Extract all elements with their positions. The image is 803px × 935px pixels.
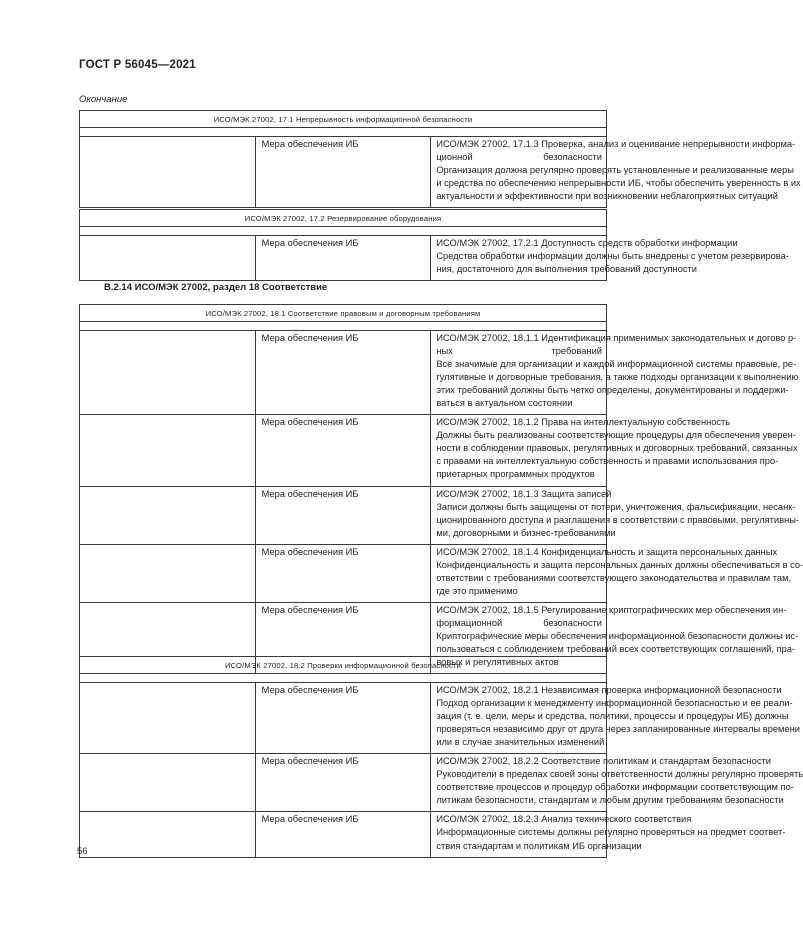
row-label: Мера обеспечения ИБ bbox=[255, 602, 431, 673]
content-line: ИСО/МЭК 27002, 18.1.2 Права на интеллектуальную собственность bbox=[436, 417, 731, 428]
content-line: ИСО/МЭК 27002, 18.2.2 Соответствие политикам и стандартам безопасности bbox=[436, 756, 771, 767]
row-marker-cell bbox=[80, 415, 256, 486]
row-label: Мера обеспечения ИБ bbox=[255, 486, 431, 544]
table-row bbox=[80, 812, 607, 857]
row-label: Мера обеспечения ИБ bbox=[255, 812, 431, 857]
row-label: Мера обеспечения ИБ bbox=[255, 331, 431, 415]
row-content bbox=[431, 236, 789, 281]
controls-table-17-2 bbox=[79, 209, 789, 281]
row-content bbox=[431, 331, 799, 415]
content-line: Записи должны быть защищены от потери, уничтожения, фальсификации, несанк- bbox=[436, 501, 796, 512]
table-heading-row bbox=[80, 210, 607, 227]
content-line: Все значимые для организации и каждой информационной системы правовые, ре- bbox=[436, 359, 797, 370]
content-line: ности в соблюдении правовых, регулятивных и договорных требований, связанных bbox=[436, 443, 798, 454]
table-spacer-row bbox=[80, 227, 607, 236]
table-spacer-row bbox=[80, 128, 607, 137]
content-line: формационной безопасности bbox=[436, 617, 602, 628]
content-line: приетарных программных продуктов bbox=[436, 469, 595, 480]
controls-table-18-2 bbox=[79, 656, 803, 858]
table-heading-row bbox=[80, 111, 607, 128]
document-header: ГОСТ Р 56045—2021 bbox=[79, 59, 196, 71]
row-marker-cell bbox=[80, 236, 256, 281]
table-row bbox=[80, 544, 607, 602]
row-content bbox=[431, 683, 800, 754]
controls-table-17-1 bbox=[79, 110, 801, 208]
table-row bbox=[80, 137, 607, 208]
row-label: Мера обеспечения ИБ bbox=[255, 754, 431, 812]
content-line: Криптографические меры обеспечения информационной безопасности должны ис- bbox=[436, 630, 799, 641]
table-spacer-row bbox=[80, 322, 607, 331]
content-line: ИСО/МЭК 27002, 17.1.3 Проверка, анализ и оценивание непрерывности информа- bbox=[436, 139, 796, 149]
table-row bbox=[80, 683, 607, 754]
page-number: 56 bbox=[77, 846, 88, 857]
content-line: Организация должна регулярно проверять установленные и реализованные меры bbox=[436, 165, 794, 176]
content-line: ИСО/МЭК 27002, 18.2.3 Анализ технического соответствия bbox=[436, 814, 692, 825]
content-line: ваться в актуальном состоянии bbox=[436, 398, 573, 409]
content-line: Средства обработки информации должны быть внедрены с учетом резервирова- bbox=[436, 251, 789, 262]
row-marker-cell bbox=[80, 754, 256, 812]
content-line: ционной безопасности bbox=[436, 152, 602, 163]
content-line: ствия стандартам и политикам ИБ организации bbox=[436, 840, 642, 851]
content-line: соответствие процессов и процедур обработки информации соответствующим по- bbox=[436, 782, 794, 793]
content-line: Должны быть реализованы соответствующие процедуры для обеспечения уверен- bbox=[436, 430, 796, 441]
row-content bbox=[431, 415, 798, 486]
table-heading: ИСО/МЭК 27002, 17.2 Резервирование оборудования bbox=[80, 210, 607, 227]
row-marker-cell bbox=[80, 331, 256, 415]
row-content bbox=[431, 754, 803, 812]
content-line: проверяться независимо друг от друга через запланированные интервалы времени bbox=[436, 724, 800, 735]
row-content bbox=[431, 486, 799, 544]
row-content bbox=[431, 812, 786, 857]
table-row bbox=[80, 236, 607, 281]
row-marker-cell bbox=[80, 486, 256, 544]
controls-table-18-1 bbox=[79, 304, 803, 674]
row-marker-cell bbox=[80, 812, 256, 857]
table-heading: ИСО/МЭК 27002, 17.1 Непрерывность информационной безопасности bbox=[80, 111, 607, 128]
content-line: актуальности и эффективности при возникновении неблагоприятных ситуаций bbox=[436, 191, 778, 202]
continuation-label: Окончание bbox=[79, 94, 128, 105]
content-line: Информационные системы должны регулярно проверяться на предмет соответ- bbox=[436, 827, 786, 838]
content-line: ответствии с требованиями соответствующего законодательства и правилам там, bbox=[436, 572, 792, 583]
row-label: Мера обеспечения ИБ bbox=[255, 415, 431, 486]
row-content bbox=[431, 137, 801, 208]
content-line: ИСО/МЭК 27002, 18.1.1 Идентификация применимых законодательных и догово р- bbox=[436, 333, 797, 343]
row-label: Мера обеспечения ИБ bbox=[255, 683, 431, 754]
content-line: ми, договорными и бизнес-требованиями bbox=[436, 527, 616, 538]
row-label: Мера обеспечения ИБ bbox=[255, 236, 431, 281]
content-line: Руководители в пределах своей зоны ответственности должны регулярно проверять bbox=[436, 769, 803, 780]
table-row bbox=[80, 331, 607, 415]
content-line: Конфиденциальность и защита персональных данных должны обеспечиваться в со- bbox=[436, 559, 803, 570]
row-label: Мера обеспечения ИБ bbox=[255, 137, 431, 208]
content-line: или в случае значительных изменений bbox=[436, 737, 605, 748]
content-line: ИСО/МЭК 27002, 18.2.1 Независимая проверка информационной безопасности bbox=[436, 685, 782, 695]
content-line: где это применимо bbox=[436, 585, 518, 596]
table-heading: ИСО/МЭК 27002, 18.1 Соответствие правовым и договорным требованиям bbox=[80, 305, 607, 322]
table-row bbox=[80, 486, 607, 544]
content-line: Подход организации к менеджменту информационной безопасностью и ее реали- bbox=[436, 698, 793, 709]
content-line: и средства по обеспечению непрерывности ИБ, чтобы обеспечить уверенность в их bbox=[436, 178, 801, 189]
content-line: ИСО/МЭК 27002, 18.1.3 Защита записей bbox=[436, 488, 612, 499]
content-line: ИСО/МЭК 27002, 17.2.1 Доступность средств обработки информации bbox=[436, 238, 738, 248]
section-title: В.2.14 ИСО/МЭК 27002, раздел 18 Соответствие bbox=[104, 282, 328, 293]
content-line: ИСО/МЭК 27002, 18.1.5 Регулирование криптографических мер обеспечения ин- bbox=[436, 604, 787, 615]
row-marker-cell bbox=[80, 137, 256, 208]
content-line: ционированного доступа и разглашения в соответствии с правовыми, регулятивны- bbox=[436, 514, 799, 525]
row-marker-cell bbox=[80, 683, 256, 754]
content-line: зация (т. е. цели, меры и средства, политики, процессы и процедуры ИБ) должны bbox=[436, 711, 789, 722]
content-line: ния, достаточного для выполнения требований доступности bbox=[436, 264, 697, 275]
row-label: Мера обеспечения ИБ bbox=[255, 544, 431, 602]
table-heading-row bbox=[80, 305, 607, 322]
content-line: ИСО/МЭК 27002, 18.1.4 Конфиденциальность и защита персональных данных bbox=[436, 546, 778, 557]
table-row bbox=[80, 754, 607, 812]
content-line: пользоваться с соблюдением требований всех соответствующих соглашений, пра- bbox=[436, 644, 796, 655]
content-line: с правами на интеллектуальную собственность и правами использования про- bbox=[436, 456, 779, 467]
table-heading: ИСО/МЭК 27002, 18.2 Проверки информационной безопасности bbox=[80, 657, 607, 674]
row-marker-cell bbox=[80, 544, 256, 602]
content-line: этих требований должны быть четко определены, документированы и поддержи- bbox=[436, 385, 789, 396]
content-line: гулятивные и договорные требования, а также подходы организации к выполнению bbox=[436, 372, 799, 383]
table-spacer-row bbox=[80, 674, 607, 683]
content-line: вовых и регулятивных актов bbox=[436, 657, 559, 668]
row-content bbox=[431, 544, 803, 602]
table-row bbox=[80, 415, 607, 486]
table-heading-row bbox=[80, 657, 607, 674]
content-line: литикам безопасности, стандартам и любым другим требованиям безопасности bbox=[436, 795, 784, 806]
content-line: ных требований bbox=[436, 346, 602, 357]
